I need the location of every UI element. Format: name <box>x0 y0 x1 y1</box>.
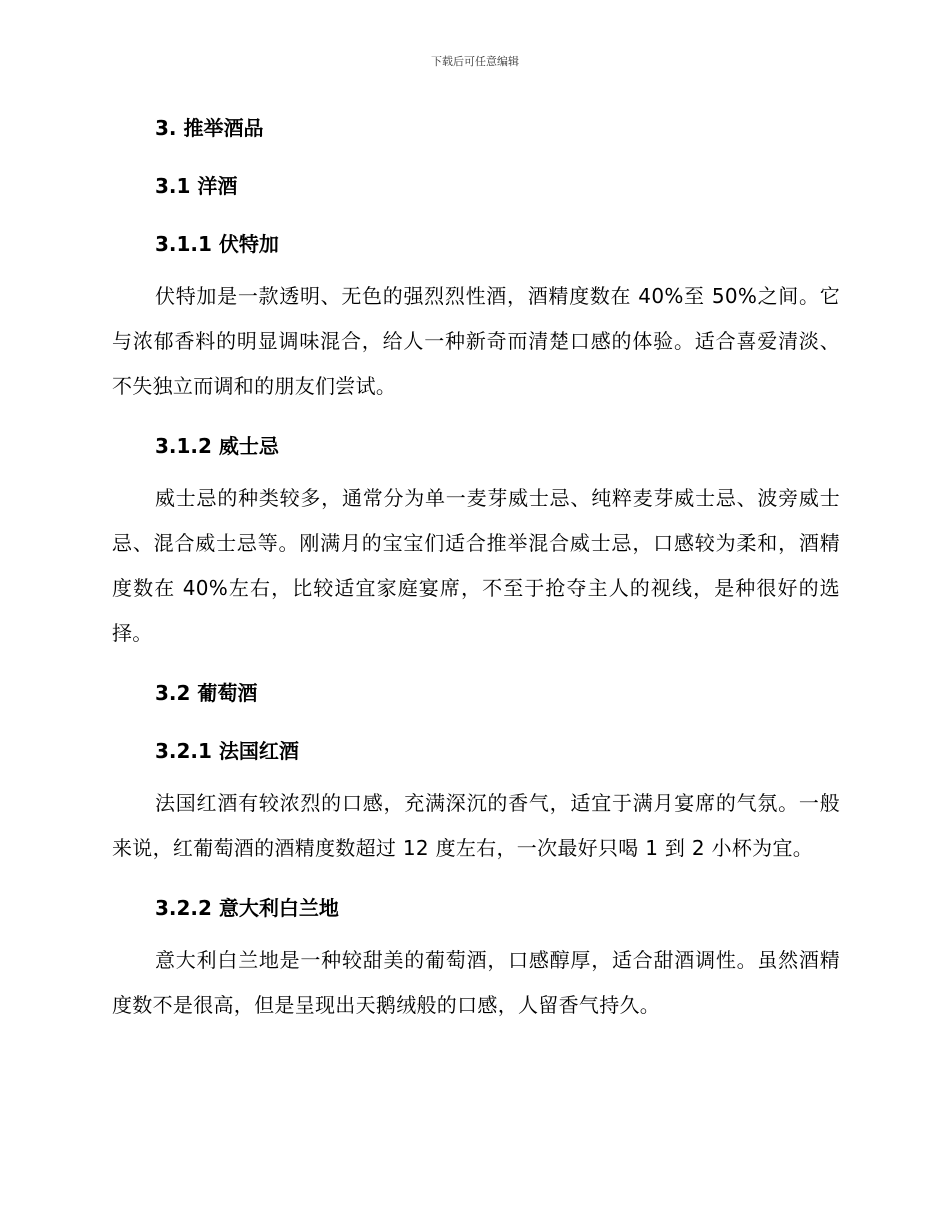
section-heading-3-1: 3.1 洋酒 <box>155 174 238 198</box>
section-heading-3-2: 3.2 葡萄酒 <box>155 681 258 705</box>
section-heading-3-2-2: 3.2.2 意大利白兰地 <box>155 896 339 920</box>
paragraph-italian-brandy: 意大利白兰地是一种较甜美的葡萄酒，口感醇厚，适合甜酒调性。虽然酒精度数不是很高，但是呈现出天鹅绒般的口感，人留香气持久。 <box>112 948 840 1017</box>
paragraph-french-wine: 法国红酒有较浓烈的口感，充满深沉的香气，适宜于满月宴席的气氛。一般来说，红葡萄酒的酒精度数超过 12 度左右，一次最好只喝 1 到 2 小杯为宜。 <box>112 791 840 860</box>
document-body <box>112 111 840 1028</box>
section-heading-3-2-1: 3.2.1 法国红酒 <box>155 739 299 763</box>
page-header-note: 下载后可任意编辑 <box>431 55 519 68</box>
paragraph-whisky: 威士忌的种类较多，通常分为单一麦芽威士忌、纯粹麦芽威士忌、波旁威士忌、混合威士忌等。刚满月的宝宝们适合推举混合威士忌，口感较为柔和，酒精度数在 40%左右，比较适宜家庭宴席，不至于抢夺主人的视线，是种很好的选择。 <box>112 486 840 645</box>
section-heading-3-1-1: 3.1.1 伏特加 <box>155 232 279 256</box>
paragraph-vodka: 伏特加是一款透明、无色的强烈烈性酒，酒精度数在 40%至 50%之间。它与浓郁香料的明显调味混合，给人一种新奇而清楚口感的体验。适合喜爱清淡、不失独立而调和的朋友们尝试。 <box>112 284 840 398</box>
section-heading-3-1-2: 3.1.2 威士忌 <box>155 434 279 458</box>
section-heading-3: 3. 推举酒品 <box>155 116 264 140</box>
